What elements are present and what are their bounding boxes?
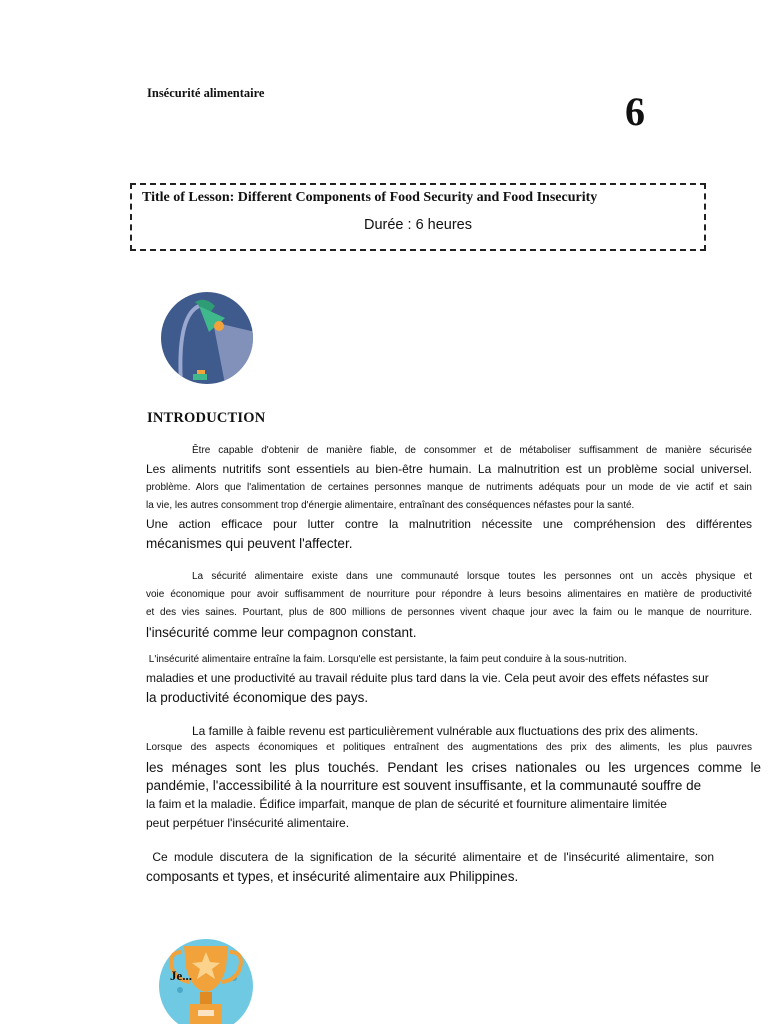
lesson-title-box: [130, 183, 706, 251]
desk-lamp-icon: [159, 292, 255, 384]
intro-text-line: l'insécurité comme leur compagnon constant.: [146, 625, 417, 640]
lesson-duration: Durée : 6 heures: [363, 217, 472, 233]
intro-text-line: problème. Alors que l'alimentation de certaines personnes manque de nutriments adéquats pour un mode de vie actif et sain: [146, 482, 752, 493]
chapter-number: 6: [625, 89, 645, 134]
intro-text-line: la productivité économique des pays.: [146, 690, 369, 705]
intro-text-line: les ménages sont les plus touchés. Pendant les crises nationales ou les urgences comme le: [146, 760, 761, 775]
intro-text-line: L'insécurité alimentaire entraîne la faim. Lorsqu'elle est persistante, la faim peut conduire à la sous-nutrition.: [146, 654, 627, 665]
document-header-title: Insécurité alimentaire: [147, 86, 265, 100]
intro-text-line: Les aliments nutritifs sont essentiels au bien-être humain. La malnutrition est un problème social universel.: [146, 462, 752, 476]
intro-text-line: la faim et la maladie. Édifice imparfait, manque de plan de sécurité et fourniture alimentaire limitée: [146, 797, 667, 811]
intro-text-line: et des vies saines. Pourtant, plus de 800 millions de personnes vivent chaque jour avec la faim ou le manque de nourriture.: [146, 607, 752, 618]
intro-text-line: Être capable d'obtenir de manière fiable, de consommer et de métaboliser suffisamment de manière sécurisée: [192, 445, 752, 456]
trophy-caption: Je...: [170, 968, 193, 983]
intro-text-line: La famille à faible revenu est particulièrement vulnérable aux fluctuations des prix des aliments.: [192, 724, 699, 738]
intro-text-line: la vie, les autres consomment trop d'énergie alimentaire, entraînant des conséquences néfastes pour la santé.: [146, 500, 635, 511]
intro-text-line: voie économique pour avoir suffisamment de nourriture pour répondre à leurs besoins alimentaires en matière de productivité: [146, 589, 752, 600]
intro-text-line: maladies et une productivité au travail réduite plus tard dans la vie. Cela peut avoir des effets néfastes sur: [146, 671, 709, 685]
intro-text-line: mécanismes qui peuvent l'affecter.: [146, 536, 353, 551]
intro-text-line: peut perpétuer l'insécurité alimentaire.: [146, 816, 350, 830]
intro-text-line: Ce module discutera de la signification de la sécurité alimentaire et de l'insécurité alimentaire, son: [146, 850, 714, 864]
lesson-title: Title of Lesson: Different Components of Food Security and Food Insecurity: [142, 190, 598, 205]
introduction-heading: INTRODUCTION: [147, 410, 266, 426]
intro-text-line: La sécurité alimentaire existe dans une communauté lorsque toutes les personnes ont un accès physique et: [192, 571, 752, 582]
intro-text-line: pandémie, l'accessibilité à la nourriture est souvent insuffisante, et la communauté souffre de: [146, 778, 702, 793]
intro-text-line: composants et types, et insécurité alimentaire aux Philippines.: [146, 869, 519, 884]
intro-text-line: Lorsque des aspects économiques et politiques entraînent des augmentations des prix des aliments, les plus pauvres: [146, 742, 752, 753]
intro-text-line: Une action efficace pour lutter contre la malnutrition nécessite une compréhension des différentes: [146, 517, 752, 531]
